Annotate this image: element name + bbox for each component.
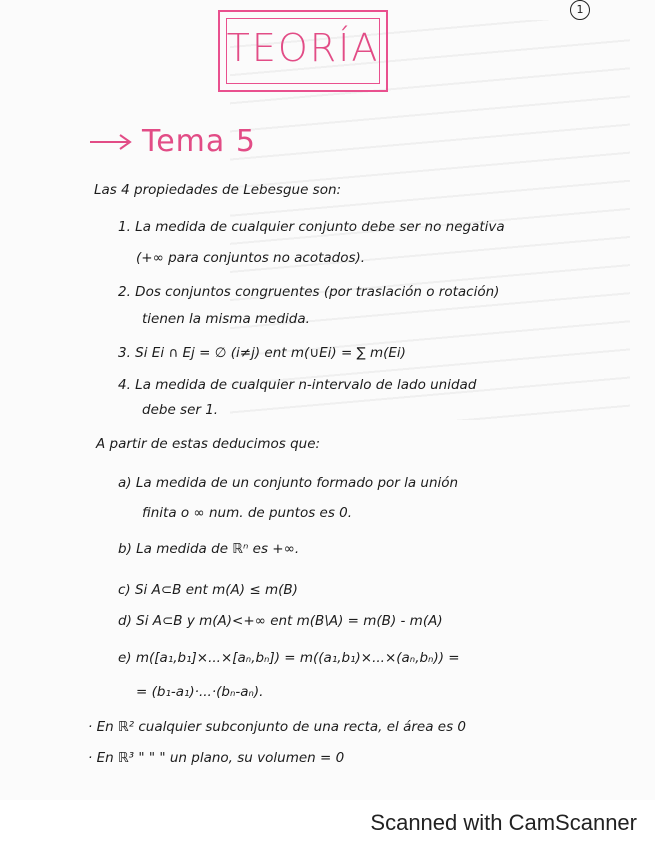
page-number: 1 [570,0,590,20]
title-box [218,10,388,92]
topic-heading [90,124,256,159]
deduction-e-line-b: = (b₁-a₁)·...·(bₙ-aₙ). [136,684,264,700]
deduction-d-line: d) Si A⊂B y m(A)<+∞ ent m(B\A) = m(B) - m(A) [118,613,443,629]
note-r3-line: · En ℝ³ " " " un plano, su volumen = 0 [88,750,345,766]
deduction-b-line: b) La medida de ℝⁿ es +∞. [118,541,300,557]
property-2-line-a: 2. Dos conjuntos congruentes (por traslación o rotación) [118,284,500,300]
scanner-watermark: Scanned with CamScanner [370,810,637,835]
deduction-a-line-a: a) La medida de un conjunto formado por la unión [118,475,459,491]
intro-line: Las 4 propiedades de Lebesgue son: [94,182,342,198]
page-title: TEORÍA [226,26,380,70]
property-1-line-a: 1. La medida de cualquier conjunto debe ser no negativa [118,219,505,235]
deduction-a-line-b: finita o ∞ num. de puntos es 0. [142,505,353,521]
deduction-c-line: c) Si A⊂B ent m(A) ≤ m(B) [118,582,298,598]
scanner-footer [0,800,655,848]
topic-title: Tema 5 [142,124,256,159]
arrow-right-icon [90,132,134,152]
property-4-line-a: 4. La medida de cualquier n-intervalo de lado unidad [118,377,477,393]
property-1-line-b: (+∞ para conjuntos no acotados). [136,250,366,266]
property-4-line-b: debe ser 1. [142,402,219,418]
property-2-line-b: tienen la misma medida. [142,311,310,327]
deduction-e-line-a: e) m([a₁,b₁]×...×[aₙ,bₙ]) = m((a₁,b₁)×...×(aₙ,bₙ)) = [118,650,460,666]
deduction-intro-line: A partir de estas deducimos que: [96,436,321,452]
property-3-line: 3. Si Ei ∩ Ej = ∅ (i≠j) ent m(∪Ei) = ∑ m(Ei) [118,345,406,361]
note-r2-line: · En ℝ² cualquier subconjunto de una recta, el área es 0 [88,719,467,735]
